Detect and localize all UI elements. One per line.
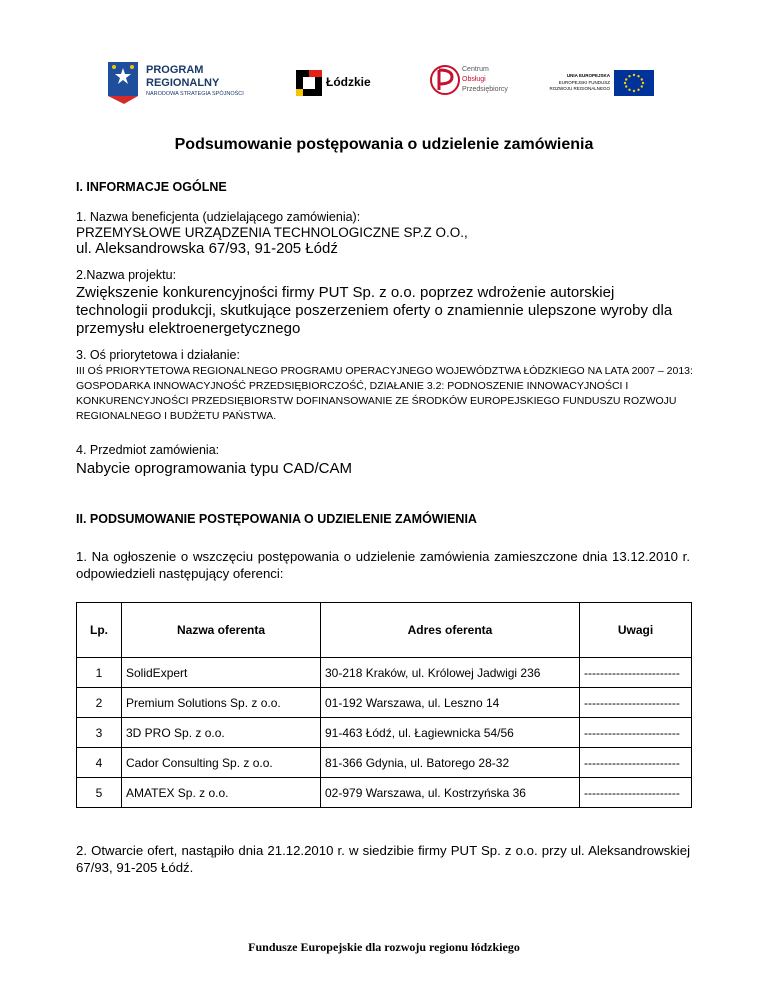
eu-line3: ROZWOJU REGIONALNEGO (549, 86, 610, 91)
cell-address: 91-463 Łódź, ul. Łagiewnicka 54/56 (321, 718, 580, 748)
table-header-row (77, 603, 692, 658)
cell-address: 30-218 Kraków, ul. Królowej Jadwigi 236 (321, 658, 580, 688)
opening-paragraph: 2. Otwarcie ofert, nastąpiło dnia 21.12.2010 r. w siedzibie firmy PUT Sp. z o.o. przy ul. Aleksandrowskiej 67/93, 91-205 Łódź. (76, 843, 690, 875)
project-name: Zwiększenie konkurencyjności firmy PUT Sp. z o.o. poprzez wdrożenie autorskiej technologii produkcji, skutkujące poszerzeniem oferty o znamiennie ulepszone wyroby dla przemysłu elektroenergetycznego (76, 284, 673, 337)
cell-notes: ------------------------ (580, 748, 692, 778)
lodzkie-emblem-icon (296, 70, 322, 96)
priority-axis-label: 3. Oś priorytetowa i działanie: (76, 348, 240, 362)
col-header-lp: Lp. (77, 603, 122, 658)
eu-flag-icon (614, 70, 654, 96)
logo-centrum-obslugi (430, 62, 520, 100)
cell-name: AMATEX Sp. z o.o. (122, 778, 321, 808)
project-label: 2.Nazwa projektu: (76, 268, 177, 282)
subject-value: Nabycie oprogramowania typu CAD/CAM (76, 460, 352, 477)
table-row (77, 688, 692, 718)
logo-lodzkie (296, 70, 376, 96)
cell-lp: 5 (77, 778, 122, 808)
col-header-name: Nazwa oferenta (122, 603, 321, 658)
eu-line1: UNIA EUROPEJSKA (566, 73, 610, 78)
priority-axis-value: III OŚ PRIORYTETOWA REGIONALNEGO PROGRAMU OPERACYJNEGO WOJEWÓDZTWA ŁÓDZKIEGO NA LATA 2007 – 2013: GOSPODARKA INNOWACYJNOŚĆ PRZEDSIĘBIORCZOŚĆ, DZIAŁANIE 3.2: PODNOSZENIE INNOWACYJNOŚCI I KONKURENCYJNOŚCI PRZEDSIĘBIORSTW DOFINANSOWANIE ZE ŚRODKÓW EUROPEJSKIEGO FUNDUSZU ROZWOJU REGIONALNEGO I BUDŻETU PAŃSTWA. (76, 365, 693, 422)
cell-notes: ------------------------ (580, 658, 692, 688)
table-row (77, 748, 692, 778)
cell-lp: 3 (77, 718, 122, 748)
logo-unia-europejska (548, 70, 656, 98)
beneficiary-label: 1. Nazwa beneficjenta (udzielającego zamówienia): (76, 210, 361, 224)
cell-address: 01-192 Warszawa, ul. Leszno 14 (321, 688, 580, 718)
page-title: Podsumowanie postępowania o udzielenie zamówienia (174, 136, 594, 153)
section2-heading: II. PODSUMOWANIE POSTĘPOWANIA O UDZIELENIE ZAMÓWIENIA (76, 512, 477, 526)
program-regionalny-emblem-icon (106, 58, 142, 104)
cell-notes: ------------------------ (580, 718, 692, 748)
cell-lp: 4 (77, 748, 122, 778)
subject-label: 4. Przedmiot zamówienia: (76, 443, 220, 457)
cell-name: Cador Consulting Sp. z o.o. (122, 748, 321, 778)
table-row (77, 778, 692, 808)
table-row (77, 718, 692, 748)
logo-program-regionalny (106, 58, 256, 104)
section1-heading: I. INFORMACJE OGÓLNE (76, 180, 227, 194)
program-line3: NARODOWA STRATEGIA SPÓJNOŚCI (146, 91, 244, 97)
program-line2: REGIONALNY (146, 77, 220, 89)
cell-lp: 2 (77, 688, 122, 718)
offers-intro-paragraph: 1. Na ogłoszenie o wszczęciu postępowania o udzielenie zamówienia zamieszczone dnia 13.12.2010 r. odpowiedzieli następujący oferenci: (76, 549, 690, 581)
cell-notes: ------------------------ (580, 778, 692, 808)
cell-lp: 1 (77, 658, 122, 688)
cell-name: Premium Solutions Sp. z o.o. (122, 688, 321, 718)
cell-address: 02-979 Warszawa, ul. Kostrzyńska 36 (321, 778, 580, 808)
table-row (77, 658, 692, 688)
col-header-address: Adres oferenta (321, 603, 580, 658)
cell-name: SolidExpert (122, 658, 321, 688)
program-line1: PROGRAM (146, 64, 204, 76)
eu-line2: EUROPEJSKI FUNDUSZ (558, 80, 610, 85)
centrum-line3: Przedsiębiorcy (462, 86, 508, 93)
beneficiary-address: ul. Aleksandrowska 67/93, 91-205 Łódź (76, 240, 338, 257)
page-footer: Fundusze Europejskie dla rozwoju regionu łódzkiego (248, 940, 520, 954)
centrum-emblem-icon (430, 62, 460, 98)
col-header-notes: Uwagi (580, 603, 692, 658)
cell-name: 3D PRO Sp. z o.o. (122, 718, 321, 748)
cell-notes: ------------------------ (580, 688, 692, 718)
offerors-table (76, 602, 692, 808)
cell-address: 81-366 Gdynia, ul. Batorego 28-32 (321, 748, 580, 778)
beneficiary-name: PRZEMYSŁOWE URZĄDZENIA TECHNOLOGICZNE SP.Z O.O., (76, 225, 468, 240)
centrum-line1: Centrum (462, 66, 489, 73)
centrum-line2: Obsługi (462, 76, 486, 83)
lodzkie-label: Łódzkie (326, 75, 371, 89)
